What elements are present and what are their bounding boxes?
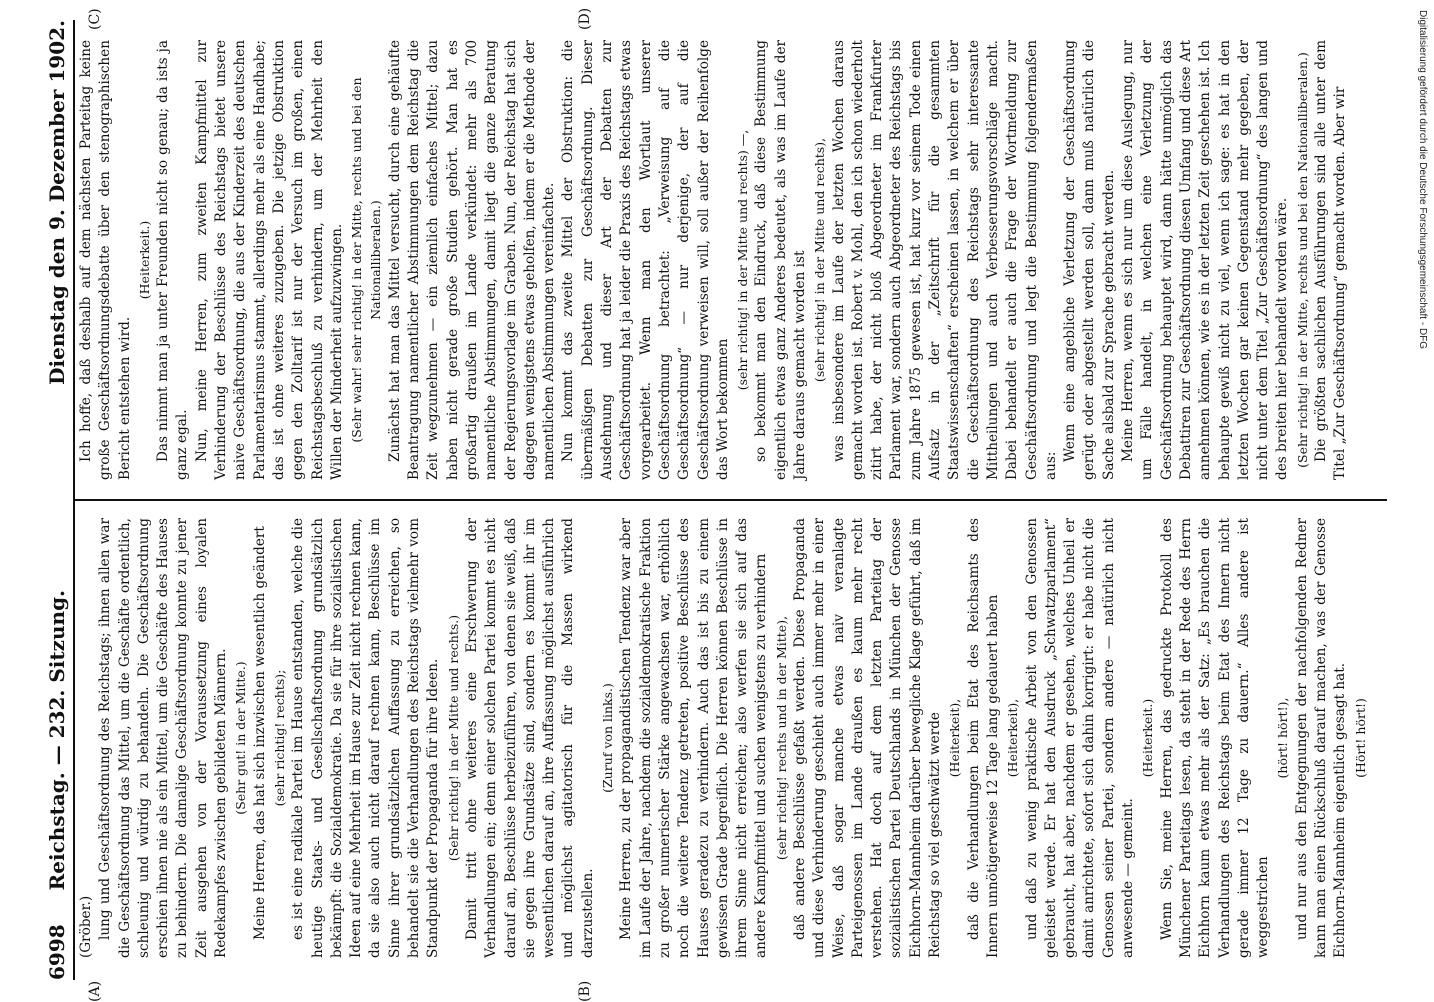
paragraph: Nun, meine Herren, zum zweiten Kampfmittel zur Verhinderung der Beschlüsse des Reichstags bietet unsere naive Geschäftsordnung, die aus der Kinderzeit des deutschen Parlamentarismus stammt, allerdings mehr als eine Handhabe; das ist ohne weiteres zuzugeben. Die jetzige Obstruktion gegen den Zolltarif ist nur der Versuch im großen, einen Reichstagsbeschluß zu verhindern, um der Mehrheit den Willen der Minderheit aufzuzwingen. — [193, 40, 345, 480]
paragraph: Die größten sachlichen Ausführungen sind alle unter dem Titel „Zur Geschäftsordnung“ gemacht worden. Aber wir — [1313, 40, 1349, 480]
interjection: (sehr richtig! in der Mitte und rechts) —, — [735, 129, 751, 391]
interjection: (sehr richtig! rechts); — [271, 669, 287, 807]
paragraph: und nur aus den Entgegnungen der nachfolgenden Redner kann man einen Rückschluß darauf machen, was der Genosse Eichhorn-Mannheim eigentlich gesagt hat. — [1293, 518, 1349, 958]
header-chamber — [45, 590, 69, 890]
paragraph: Meine Herren, wenn es sich nur um diese Auslegung, nur um Fälle handelt, in welchen eine Verletzung der Geschäftsordnung behauptet wird, dann hätte unmöglich das Debattiren zur Geschäftsordnung diesen Umfang und diese Art annehmen können, wie es in der letzten Zeit geschehen ist. Ich behaupte gewiß nicht zu viel, wenn ich sage: es hat in den letzten Wochen gar keinen Gegenstand mehr gegeben, der nicht unter dem Titel „Zur Geschäftsordnung“ des langen und des breiten hier behandelt worden wäre. — [1120, 40, 1291, 480]
interjection: (Hört! hört!) — [1352, 698, 1368, 778]
interjection: (Sehr gut! in der Mitte.) — [233, 661, 249, 815]
interjection: (Sehr wahr! sehr richtig! in der Mitte, rechts und bei den Nationalliberalen.) — [349, 77, 384, 443]
interjection: (hört! hört!), — [1275, 697, 1291, 779]
interjection: (Sehr richtig! in der Mitte und rechts.) — [445, 614, 461, 862]
paragraph: lung und Geschäftsordnung des Reichstags; ihnen allen war die Geschäftsordnung das Mittel, um die Geschäfte ordentlich, schleunig und würdig zu behandeln. Die Geschäftsordnung erschien ihnen nie als ein Mittel, um die Geschäfte des Hauses zu behindern. Die damalige Geschäftsordnung konnte zu jener Zeit ausgehen von der Voraussetzung eines loyalen Redekampfes zwischen gebildeten Männern. — [97, 518, 230, 958]
paragraph: Wenn Sie, meine Herren, das gedruckte Protokoll des Münchener Parteitags lesen, da steht in der Rede des Herrn Eichhorn kaum etwas mehr als der Satz: „Es brauchen die Verhandlungen des Reichstags beim Etat des Innern nicht gerade immer 12 Tage zu dauern.“ Alles andere ist weggestrichen — [1158, 518, 1272, 958]
paragraph: Wenn eine angebliche Verletzung der Geschäftsordnung gerügt oder abgestellt werden soll, dann muß natürlich die Sache alsbald zur Sprache gebracht werden. — [1062, 40, 1117, 480]
interjection: (Sehr richtig! in der Mitte, rechts und bei den Nationalliberalen.) — [1294, 52, 1310, 468]
left-column-body — [96, 518, 1370, 958]
dfg-side-note: Digitalisierung gefördert durch die Deutsche Forschungsgemeinschaft - DFG — [1417, 10, 1428, 350]
paragraph: daß andere Beschlüsse gefaßt werden. Diese Propaganda und diese Verhinderung geschieht auch immer mehr in einer Weise, daß sogar manche etwas naiv veranlagte Parteigenossen im Lande draußen es kaum mehr recht verstehen. Hat doch auf dem letzten Parteitag der sozialistischen Partei Deutschlands in München der Genosse Eichhorn-Mannheim darüber bewegliche Klage geführt, daß im Reichstag so viel geschwätzt werde — [791, 518, 944, 958]
paragraph: Damit tritt ohne weiteres eine Erschwerung der Verhandlungen ein; denn einer solchen Partei kommt es nicht darauf an, Beschlüsse herbeizuführen, von denen sie weiß, daß sie gegen ihre Grundsätze sind, sondern es kommt ihr im wesentlichen darauf an, ihre Auffassung möglichst ausführlich und möglichst agitatorisch für die Massen wirkend darzustellen. — [463, 518, 596, 958]
interjection: (Heiterkeit.) — [1140, 698, 1156, 778]
dfg-side-note-strip — [1416, 10, 1430, 990]
header-date: Dienstag den 9. Dezember 1902. — [45, 20, 69, 385]
page-header — [35, 20, 75, 980]
paragraph: Meine Herren, zu der propagandistischen Tendenz war aber im Laufe der Jahre, nachdem die sozialdemokratische Fraktion zu großer numerischer Stärke angewachsen war, erhöhlich noch die weitere Tendenz getreten, positive Beschlüsse des Hauses geradezu zu verhindern. Auch das ist bis zu einem gewissen Grade begreiflich. Die Herren können Beschlüsse in ihrem Sinne nicht erreichen; also werfen sie sich auf das andere Kampfmittel und suchen wenigstens zu verhindern — [618, 518, 770, 958]
left-column — [77, 518, 1368, 958]
chamber-title: Reichstag. — [45, 772, 69, 891]
paragraph: Zunächst hat man das Mittel versucht, durch eine gehäufte Beantragung namentlicher Abstimmungen dem Reichstag die Zeit wegzunehmen — ein ziemlich einfaches Mittel; dazu haben nicht gerade große Studien gehört. Man hat es großartig draußen im Lande verkündet: mehr als 700 namentliche Abstimmungen, damit liegt die ganze Beratung der Regierungsvorlage im Graben. Nun, der Reichstag hat sich dagegen wenigstens etwas geholfen, indem er die Methode der namentlichen Abstimmungen vereinfachte. — [386, 40, 558, 480]
page-number: 6998 — [45, 924, 69, 980]
interjection: (sehr richtig! in der Mitte und rechts), — [812, 137, 828, 383]
right-column-body — [77, 40, 1351, 480]
margin-mark-d: (D) — [577, 7, 593, 30]
paragraph: Meine Herren, das hat sich inzwischen wesentlich geändert — [251, 526, 268, 940]
session-title: — 232. Sitzung. — [45, 589, 69, 766]
right-column — [77, 40, 1349, 480]
paragraph: was insbesondere im Laufe der letzten Wochen daraus gemacht worden ist. Robert v. Mohl, den ich schon wiederholt zitirt habe, der nicht bloß Abgeordneter im Frankfurter Parlament war, sondern auch Abgeordneter des Reichstags bis zum Jahre 1875 gewesen ist, hat kurz vor seinem Tode einen Aufsatz in der „Zeitschrift für die gesammten Staatswissenschaften“ erscheinen lassen, in welchem er über die Geschäftsordnung des Reichstags sehr interessante Mittheilungen und auch Verbesserungsvorschläge macht. Dabei behandelt er auch die Frage der Wortmeldung zur Geschäftsordnung und legt die Bestimmung folgendermaßen aus: — [830, 40, 1059, 480]
margin-mark-a: (A) — [87, 980, 103, 1002]
interjection: (sehr richtig! rechts und in der Mitte), — [773, 615, 789, 861]
paragraph: daß die Verhandlungen beim Etat des Reichsamts des Innern unnötigerweise 12 Tage lang gedauert haben — [965, 518, 1001, 958]
document-page — [17, 7, 1417, 1002]
paragraph: Nun kommt das zweite Mittel der Obstruktion: die übermäßigen Debatten zur Geschäftsordnung. Dieser Ausdehnung und dieser Art der Debatten zur Geschäftsordnung hat ja leider die Praxis des Reichstags etwas vorgearbeitet. Wenn man den Wortlaut unserer Geschäftsordnung betrachtet: „Verweisung auf die Geschäftsordnung“ — nur derjenige, der auf die Geschäftsordnung verweisen will, soll außer der Reihenfolge das Wort bekommen — [560, 40, 731, 480]
paragraph: es ist eine radikale Partei im Hause entstanden, welche die heutige Staats- und Gesellschaftsordnung grundsätzlich bekämpft: die Sozialdemokratie. Da sie für ihre sozialistischen Ideen auf eine Mehrheit im Hause zur Zeit nicht rechnen kann, da sie also auch nicht darauf rechnen kann, Beschlüsse im Sinne ihrer grundsätzlichen Auffassung zu erreichen, so behandelt sie die Verhandlungen des Reichstags vielmehr vom Standpunkt der Propaganda für ihre Ideen. — [290, 518, 442, 958]
interjection: (Zuruf von links.) — [600, 683, 616, 793]
interjection: (Heiterkeit), — [947, 698, 963, 778]
column-divider — [75, 499, 1387, 501]
interjection: (Heiterkeit.) — [136, 220, 152, 300]
paragraph: und daß zu wenig praktische Arbeit von den Genossen geleistet werde. Er hat den Ausdruck „Schwatzparlament“ gebraucht, hat aber, nachdem er gesehen, welches Unheil er damit anrichtete, sofort sich dahin korrigirt: er habe nicht die Genossen seiner Partei, sondern andere — natürlich nicht anwesende — gemeint. — [1023, 518, 1137, 958]
paragraph: Das nimmt man ja unter Freunden nicht so genau; da ists ja ganz egal. — [155, 40, 191, 480]
interjection: (Heiterkeit), — [1005, 698, 1021, 778]
margin-mark-c: (C) — [87, 8, 103, 30]
margin-mark-b: (B) — [577, 980, 593, 1002]
speaker-name: (Gröber.) — [78, 895, 94, 958]
paragraph: Ich hoffe, daß deshalb auf dem nächsten Parteitag keine große Geschäftsordnungsdebatte über den stenographischen Bericht entstehen wird. — [78, 40, 133, 480]
paragraph: so bekommt man den Eindruck, daß diese Bestimmung eigentlich etwas ganz Anderes bedeutet, als was im Laufe der Jahre daraus gemacht worden ist — [753, 40, 808, 480]
